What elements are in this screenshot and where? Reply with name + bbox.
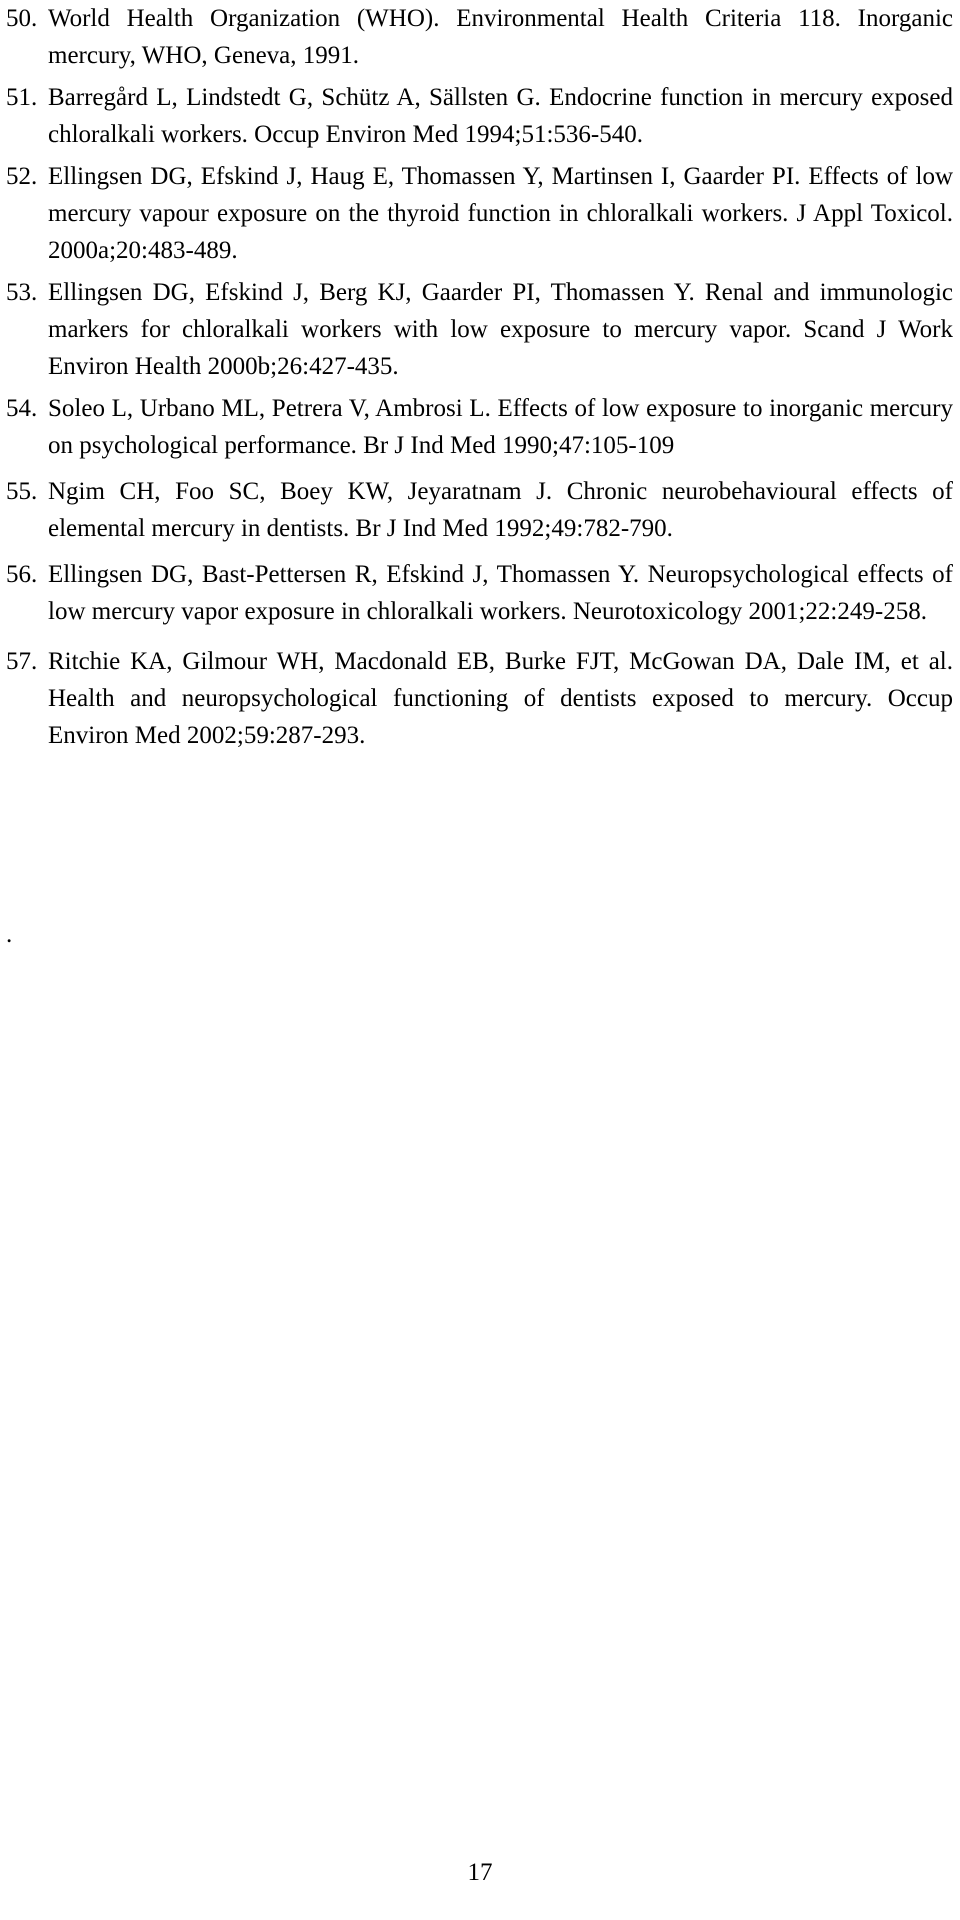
- reference-item: [6, 473, 953, 547]
- reference-number: 51.: [6, 84, 38, 111]
- reference-number: 54.: [6, 395, 38, 422]
- reference-number: 56.: [6, 561, 38, 588]
- reference-text: Ngim CH, Foo SC, Boey KW, Jeyaratnam J. Chronic neurobehavioural effects of elemental mercury in dentists. Br J Ind Med 1992;49:782-790.: [48, 478, 953, 542]
- trailing-mark: .: [6, 921, 13, 948]
- reference-number: 57.: [6, 648, 38, 675]
- reference-text: Ellingsen DG, Efskind J, Haug E, Thomassen Y, Martinsen I, Gaarder PI. Effects of low mercury vapour exposure on the thyroid function in chloralkali workers. J Appl Toxicol. 2000a;20:483-489.: [48, 163, 953, 264]
- reference-text: Ellingsen DG, Bast-Pettersen R, Efskind J, Thomassen Y. Neuropsychological effects of low mercury vapor exposure in chloralkali workers. Neurotoxicology 2001;22:249-258.: [48, 561, 953, 625]
- page-number: 17: [467, 1859, 493, 1886]
- reference-item: [6, 0, 953, 74]
- reference-text: Soleo L, Urbano ML, Petrera V, Ambrosi L. Effects of low exposure to inorganic mercury on psychological performance. Br J Ind Med 1990;47:105-109: [48, 395, 953, 459]
- reference-text: Barregård L, Lindstedt G, Schütz A, Sällsten G. Endocrine function in mercury exposed chloralkali workers. Occup Environ Med 1994;51:536-540.: [48, 84, 953, 148]
- reference-item: [6, 158, 953, 269]
- reference-item: [6, 274, 953, 385]
- reference-item: [6, 390, 953, 464]
- reference-number: 53.: [6, 279, 38, 306]
- reference-item: [6, 556, 953, 630]
- reference-text: Ritchie KA, Gilmour WH, Macdonald EB, Burke FJT, McGowan DA, Dale IM, et al. Health and neuropsychological functioning of dentists exposed to mercury. Occup Environ Med 2002;59:287-293.: [48, 648, 953, 749]
- reference-item: [6, 643, 953, 754]
- reference-item: [6, 79, 953, 153]
- reference-number: 55.: [6, 478, 38, 505]
- reference-number: 52.: [6, 163, 38, 190]
- reference-number: 50.: [6, 5, 38, 32]
- reference-text: Ellingsen DG, Efskind J, Berg KJ, Gaarder PI, Thomassen Y. Renal and immunologic markers for chloralkali workers with low exposure to mercury vapor. Scand J Work Environ Health 2000b;26:427-435.: [48, 279, 953, 380]
- reference-text: World Health Organization (WHO). Environmental Health Criteria 118. Inorganic mercury, WHO, Geneva, 1991.: [48, 5, 953, 69]
- reference-list: [6, 0, 953, 754]
